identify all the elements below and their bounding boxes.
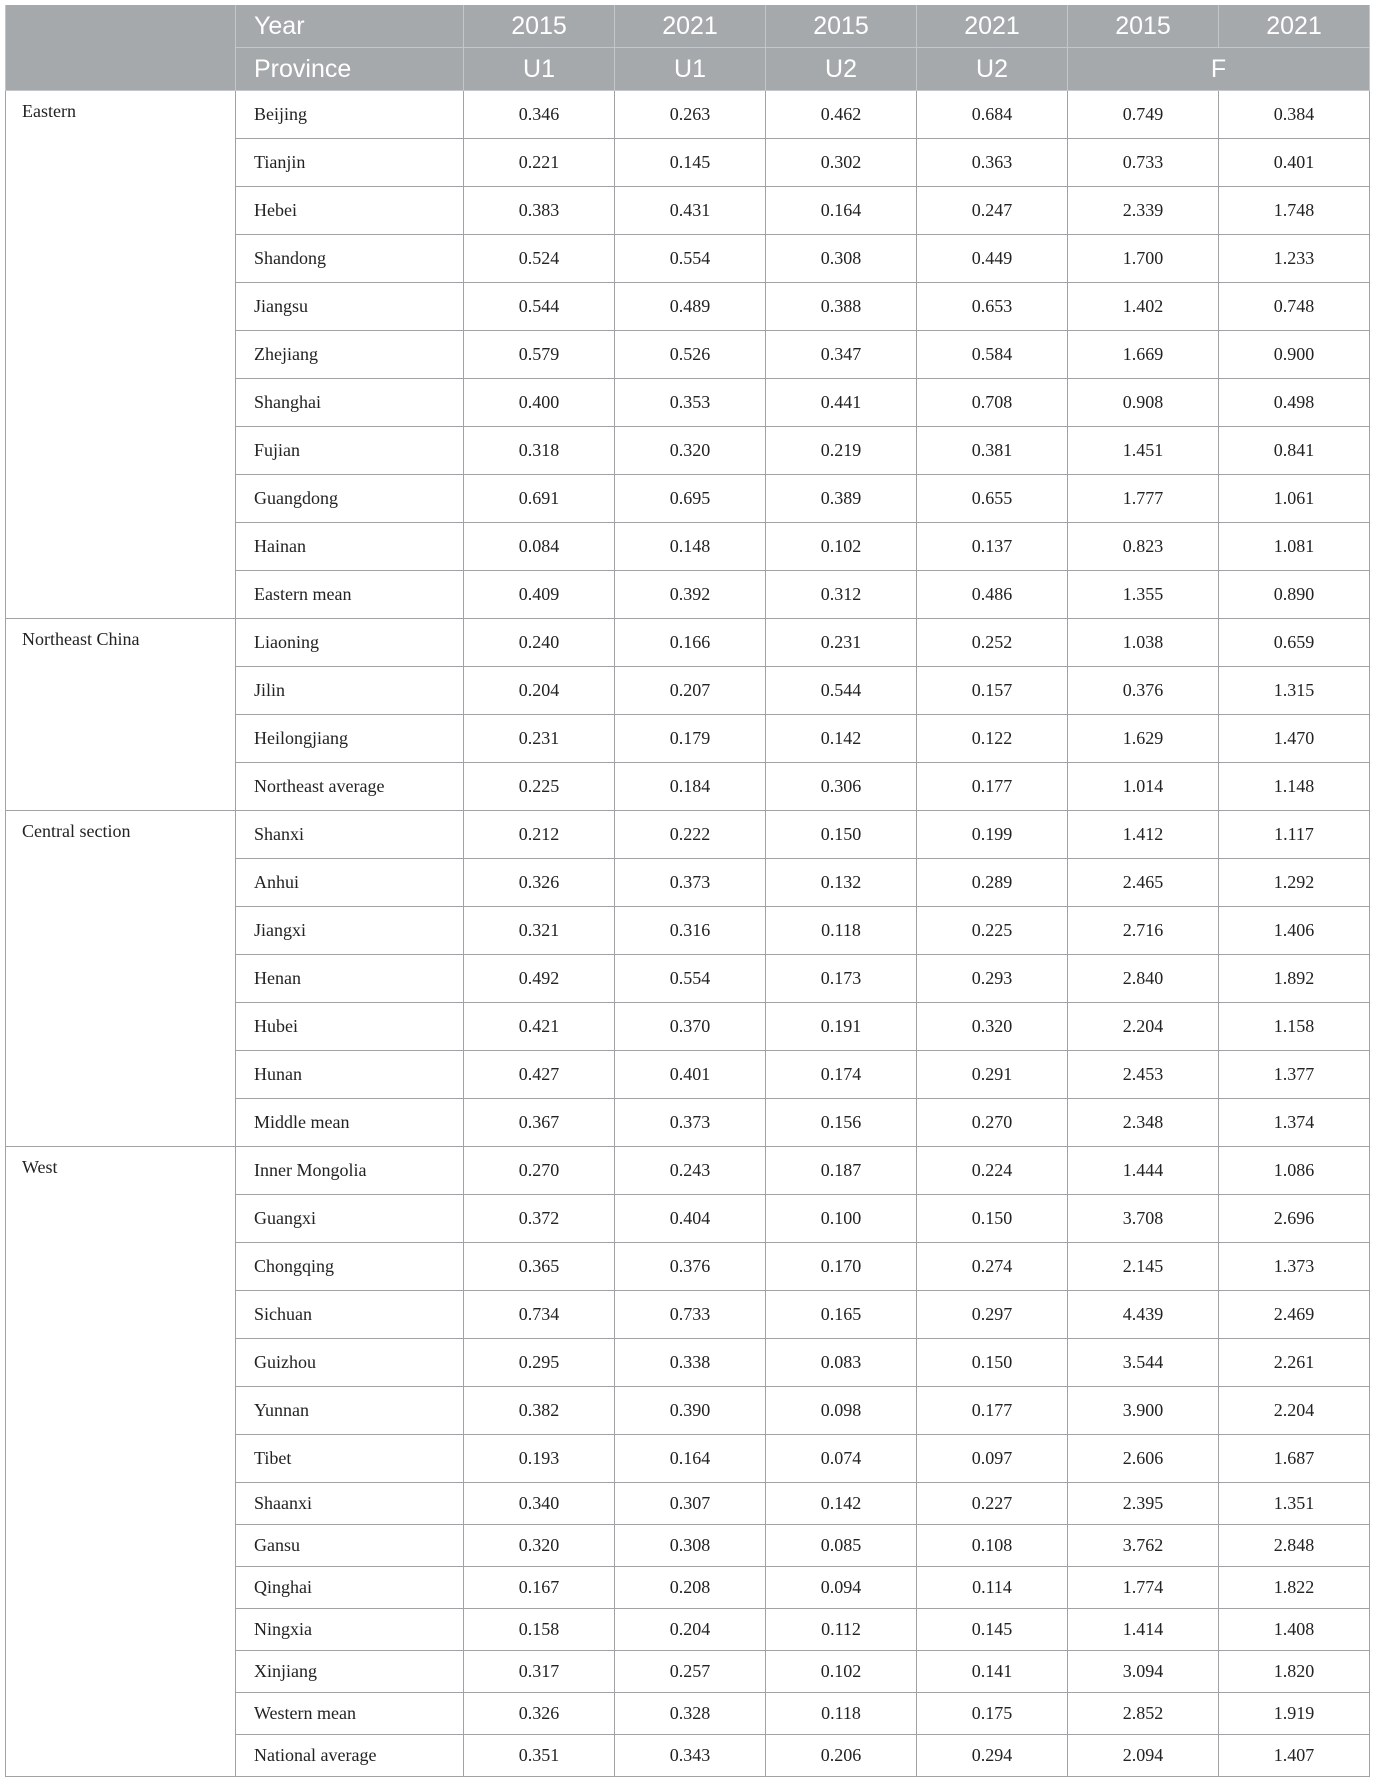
value-cell: 0.184: [615, 763, 766, 811]
value-cell: 2.606: [1068, 1435, 1219, 1483]
value-cell: 0.392: [615, 571, 766, 619]
region-name: Central section: [6, 811, 236, 1147]
value-cell: 2.453: [1068, 1051, 1219, 1099]
value-cell: 0.346: [464, 91, 615, 139]
value-cell: 0.177: [917, 1387, 1068, 1435]
header-blank-cell: [6, 5, 236, 91]
value-cell: 0.908: [1068, 379, 1219, 427]
value-cell: 0.297: [917, 1291, 1068, 1339]
value-cell: 1.355: [1068, 571, 1219, 619]
value-cell: 0.389: [766, 475, 917, 523]
value-cell: 0.734: [464, 1291, 615, 1339]
value-cell: 1.470: [1219, 715, 1370, 763]
value-cell: 0.579: [464, 331, 615, 379]
province-name: Shandong: [236, 235, 464, 283]
value-cell: 0.145: [917, 1609, 1068, 1651]
value-cell: 0.486: [917, 571, 1068, 619]
province-name: Tianjin: [236, 139, 464, 187]
value-cell: 2.840: [1068, 955, 1219, 1003]
value-cell: 2.204: [1219, 1387, 1370, 1435]
province-name: Guizhou: [236, 1339, 464, 1387]
value-cell: 0.074: [766, 1435, 917, 1483]
value-cell: 0.401: [1219, 139, 1370, 187]
province-name: Xinjiang: [236, 1651, 464, 1693]
value-cell: 1.407: [1219, 1735, 1370, 1777]
value-cell: 1.777: [1068, 475, 1219, 523]
value-cell: 0.206: [766, 1735, 917, 1777]
province-name: Guangdong: [236, 475, 464, 523]
value-cell: 0.326: [464, 1693, 615, 1735]
table-row: [6, 91, 1370, 139]
table-body: [6, 91, 1370, 1777]
header-year: 2015: [464, 5, 615, 48]
value-cell: 0.388: [766, 283, 917, 331]
value-cell: 0.381: [917, 427, 1068, 475]
value-cell: 0.498: [1219, 379, 1370, 427]
header-index: U2: [917, 48, 1068, 91]
value-cell: 0.137: [917, 523, 1068, 571]
province-name: Hebei: [236, 187, 464, 235]
value-cell: 0.083: [766, 1339, 917, 1387]
value-cell: 0.524: [464, 235, 615, 283]
value-cell: 1.700: [1068, 235, 1219, 283]
value-cell: 1.315: [1219, 667, 1370, 715]
header-year: 2015: [766, 5, 917, 48]
value-cell: 0.317: [464, 1651, 615, 1693]
value-cell: 0.179: [615, 715, 766, 763]
value-cell: 0.289: [917, 859, 1068, 907]
value-cell: 0.145: [615, 139, 766, 187]
value-cell: 0.823: [1068, 523, 1219, 571]
value-cell: 0.320: [917, 1003, 1068, 1051]
value-cell: 0.114: [917, 1567, 1068, 1609]
province-name: National average: [236, 1735, 464, 1777]
value-cell: 0.544: [464, 283, 615, 331]
value-cell: 0.691: [464, 475, 615, 523]
value-cell: 2.348: [1068, 1099, 1219, 1147]
value-cell: 0.142: [766, 1483, 917, 1525]
value-cell: 0.492: [464, 955, 615, 1003]
value-cell: 0.150: [766, 811, 917, 859]
value-cell: 1.374: [1219, 1099, 1370, 1147]
value-cell: 0.231: [464, 715, 615, 763]
value-cell: 0.085: [766, 1525, 917, 1567]
value-cell: 3.544: [1068, 1339, 1219, 1387]
value-cell: 0.112: [766, 1609, 917, 1651]
value-cell: 0.308: [615, 1525, 766, 1567]
value-cell: 1.351: [1219, 1483, 1370, 1525]
value-cell: 0.084: [464, 523, 615, 571]
value-cell: 0.421: [464, 1003, 615, 1051]
value-cell: 0.158: [464, 1609, 615, 1651]
province-name: Shanghai: [236, 379, 464, 427]
value-cell: 1.038: [1068, 619, 1219, 667]
value-cell: 0.243: [615, 1147, 766, 1195]
value-cell: 1.014: [1068, 763, 1219, 811]
province-name: Fujian: [236, 427, 464, 475]
value-cell: 0.098: [766, 1387, 917, 1435]
value-cell: 1.412: [1068, 811, 1219, 859]
value-cell: 1.373: [1219, 1243, 1370, 1291]
value-cell: 0.384: [1219, 91, 1370, 139]
value-cell: 0.204: [464, 667, 615, 715]
province-name: Yunnan: [236, 1387, 464, 1435]
value-cell: 1.081: [1219, 523, 1370, 571]
value-cell: 0.191: [766, 1003, 917, 1051]
value-cell: 1.402: [1068, 283, 1219, 331]
value-cell: 0.363: [917, 139, 1068, 187]
value-cell: 0.221: [464, 139, 615, 187]
value-cell: 0.695: [615, 475, 766, 523]
value-cell: 0.225: [464, 763, 615, 811]
province-name: Beijing: [236, 91, 464, 139]
value-cell: 0.222: [615, 811, 766, 859]
value-cell: 2.469: [1219, 1291, 1370, 1339]
value-cell: 1.774: [1068, 1567, 1219, 1609]
value-cell: 0.108: [917, 1525, 1068, 1567]
province-name: Eastern mean: [236, 571, 464, 619]
province-name: Anhui: [236, 859, 464, 907]
value-cell: 0.373: [615, 859, 766, 907]
value-cell: 1.158: [1219, 1003, 1370, 1051]
value-cell: 1.820: [1219, 1651, 1370, 1693]
value-cell: 0.224: [917, 1147, 1068, 1195]
value-cell: 3.762: [1068, 1525, 1219, 1567]
value-cell: 2.465: [1068, 859, 1219, 907]
value-cell: 0.150: [917, 1339, 1068, 1387]
value-cell: 0.489: [615, 283, 766, 331]
value-cell: 0.156: [766, 1099, 917, 1147]
value-cell: 0.270: [464, 1147, 615, 1195]
header-year-label: Year: [236, 5, 464, 48]
value-cell: 0.170: [766, 1243, 917, 1291]
value-cell: 1.748: [1219, 187, 1370, 235]
province-name: Tibet: [236, 1435, 464, 1483]
value-cell: 1.292: [1219, 859, 1370, 907]
value-cell: 0.252: [917, 619, 1068, 667]
value-cell: 0.263: [615, 91, 766, 139]
value-cell: 0.320: [464, 1525, 615, 1567]
value-cell: 0.150: [917, 1195, 1068, 1243]
value-cell: 0.094: [766, 1567, 917, 1609]
value-cell: 0.240: [464, 619, 615, 667]
value-cell: 0.173: [766, 955, 917, 1003]
value-cell: 0.274: [917, 1243, 1068, 1291]
value-cell: 0.219: [766, 427, 917, 475]
value-cell: 0.207: [615, 667, 766, 715]
value-cell: 0.383: [464, 187, 615, 235]
value-cell: 0.449: [917, 235, 1068, 283]
value-cell: 0.102: [766, 1651, 917, 1693]
province-name: Jilin: [236, 667, 464, 715]
value-cell: 0.653: [917, 283, 1068, 331]
value-cell: 1.086: [1219, 1147, 1370, 1195]
value-cell: 0.257: [615, 1651, 766, 1693]
value-cell: 0.427: [464, 1051, 615, 1099]
province-name: Heilongjiang: [236, 715, 464, 763]
value-cell: 0.164: [615, 1435, 766, 1483]
value-cell: 0.708: [917, 379, 1068, 427]
value-cell: 0.166: [615, 619, 766, 667]
value-cell: 0.295: [464, 1339, 615, 1387]
value-cell: 1.408: [1219, 1609, 1370, 1651]
value-cell: 2.696: [1219, 1195, 1370, 1243]
value-cell: 0.308: [766, 235, 917, 283]
table-row: [6, 619, 1370, 667]
value-cell: 0.270: [917, 1099, 1068, 1147]
province-name: Liaoning: [236, 619, 464, 667]
value-cell: 0.841: [1219, 427, 1370, 475]
value-cell: 0.340: [464, 1483, 615, 1525]
value-cell: 1.919: [1219, 1693, 1370, 1735]
value-cell: 1.822: [1219, 1567, 1370, 1609]
value-cell: 0.401: [615, 1051, 766, 1099]
value-cell: 0.157: [917, 667, 1068, 715]
header-year: 2021: [1219, 5, 1370, 48]
value-cell: 1.377: [1219, 1051, 1370, 1099]
value-cell: 0.187: [766, 1147, 917, 1195]
value-cell: 0.890: [1219, 571, 1370, 619]
province-name: Shaanxi: [236, 1483, 464, 1525]
header-province-label: Province: [236, 48, 464, 91]
value-cell: 0.382: [464, 1387, 615, 1435]
value-cell: 4.439: [1068, 1291, 1219, 1339]
value-cell: 0.441: [766, 379, 917, 427]
value-cell: 0.343: [615, 1735, 766, 1777]
header-row-year: [6, 5, 1370, 48]
value-cell: 0.409: [464, 571, 615, 619]
province-name: Qinghai: [236, 1567, 464, 1609]
value-cell: 0.373: [615, 1099, 766, 1147]
province-name: Hainan: [236, 523, 464, 571]
value-cell: 0.199: [917, 811, 1068, 859]
value-cell: 0.900: [1219, 331, 1370, 379]
value-cell: 0.431: [615, 187, 766, 235]
value-cell: 0.316: [615, 907, 766, 955]
value-cell: 1.061: [1219, 475, 1370, 523]
value-cell: 0.353: [615, 379, 766, 427]
value-cell: 0.225: [917, 907, 1068, 955]
value-cell: 2.261: [1219, 1339, 1370, 1387]
value-cell: 2.094: [1068, 1735, 1219, 1777]
table-row: [6, 811, 1370, 859]
value-cell: 3.900: [1068, 1387, 1219, 1435]
value-cell: 1.406: [1219, 907, 1370, 955]
region-name: Northeast China: [6, 619, 236, 811]
data-table: [5, 5, 1370, 1777]
province-name: Hubei: [236, 1003, 464, 1051]
province-name: Northeast average: [236, 763, 464, 811]
value-cell: 0.132: [766, 859, 917, 907]
value-cell: 0.142: [766, 715, 917, 763]
province-name: Guangxi: [236, 1195, 464, 1243]
value-cell: 0.291: [917, 1051, 1068, 1099]
value-cell: 0.302: [766, 139, 917, 187]
value-cell: 0.231: [766, 619, 917, 667]
province-name: Gansu: [236, 1525, 464, 1567]
value-cell: 0.164: [766, 187, 917, 235]
value-cell: 0.102: [766, 523, 917, 571]
province-name: Jiangxi: [236, 907, 464, 955]
value-cell: 0.318: [464, 427, 615, 475]
table-row: [6, 1147, 1370, 1195]
value-cell: 0.400: [464, 379, 615, 427]
value-cell: 1.669: [1068, 331, 1219, 379]
value-cell: 0.174: [766, 1051, 917, 1099]
province-name: Ningxia: [236, 1609, 464, 1651]
value-cell: 0.544: [766, 667, 917, 715]
province-name: Chongqing: [236, 1243, 464, 1291]
value-cell: 0.584: [917, 331, 1068, 379]
value-cell: 0.204: [615, 1609, 766, 1651]
value-cell: 0.347: [766, 331, 917, 379]
value-cell: 0.733: [615, 1291, 766, 1339]
value-cell: 2.395: [1068, 1483, 1219, 1525]
region-name: Eastern: [6, 91, 236, 619]
value-cell: 1.629: [1068, 715, 1219, 763]
value-cell: 2.852: [1068, 1693, 1219, 1735]
value-cell: 0.749: [1068, 91, 1219, 139]
province-name: Sichuan: [236, 1291, 464, 1339]
province-name: Inner Mongolia: [236, 1147, 464, 1195]
header-year: 2021: [615, 5, 766, 48]
province-name: Shanxi: [236, 811, 464, 859]
value-cell: 0.306: [766, 763, 917, 811]
value-cell: 0.321: [464, 907, 615, 955]
value-cell: 2.339: [1068, 187, 1219, 235]
value-cell: 1.117: [1219, 811, 1370, 859]
value-cell: 0.684: [917, 91, 1068, 139]
header-year: 2015: [1068, 5, 1219, 48]
value-cell: 0.748: [1219, 283, 1370, 331]
header-f-label: F: [1068, 48, 1370, 91]
value-cell: 0.367: [464, 1099, 615, 1147]
value-cell: 0.118: [766, 1693, 917, 1735]
value-cell: 1.687: [1219, 1435, 1370, 1483]
value-cell: 0.307: [615, 1483, 766, 1525]
value-cell: 0.167: [464, 1567, 615, 1609]
value-cell: 0.404: [615, 1195, 766, 1243]
value-cell: 3.094: [1068, 1651, 1219, 1693]
value-cell: 0.372: [464, 1195, 615, 1243]
province-name: Jiangsu: [236, 283, 464, 331]
value-cell: 2.145: [1068, 1243, 1219, 1291]
value-cell: 0.118: [766, 907, 917, 955]
value-cell: 0.193: [464, 1435, 615, 1483]
value-cell: 0.097: [917, 1435, 1068, 1483]
value-cell: 0.177: [917, 763, 1068, 811]
value-cell: 0.208: [615, 1567, 766, 1609]
value-cell: 0.376: [615, 1243, 766, 1291]
value-cell: 2.204: [1068, 1003, 1219, 1051]
value-cell: 0.659: [1219, 619, 1370, 667]
value-cell: 1.444: [1068, 1147, 1219, 1195]
value-cell: 2.716: [1068, 907, 1219, 955]
value-cell: 0.212: [464, 811, 615, 859]
value-cell: 0.293: [917, 955, 1068, 1003]
value-cell: 2.848: [1219, 1525, 1370, 1567]
value-cell: 0.554: [615, 235, 766, 283]
value-cell: 0.554: [615, 955, 766, 1003]
value-cell: 0.141: [917, 1651, 1068, 1693]
value-cell: 1.148: [1219, 763, 1370, 811]
province-name: Middle mean: [236, 1099, 464, 1147]
value-cell: 0.390: [615, 1387, 766, 1435]
value-cell: 0.227: [917, 1483, 1068, 1525]
header-index: U2: [766, 48, 917, 91]
value-cell: 0.175: [917, 1693, 1068, 1735]
region-name: West: [6, 1147, 236, 1777]
province-name: Henan: [236, 955, 464, 1003]
value-cell: 0.294: [917, 1735, 1068, 1777]
value-cell: 0.338: [615, 1339, 766, 1387]
province-name: Western mean: [236, 1693, 464, 1735]
header-year: 2021: [917, 5, 1068, 48]
value-cell: 0.165: [766, 1291, 917, 1339]
value-cell: 1.233: [1219, 235, 1370, 283]
value-cell: 1.414: [1068, 1609, 1219, 1651]
value-cell: 0.365: [464, 1243, 615, 1291]
value-cell: 0.526: [615, 331, 766, 379]
province-name: Hunan: [236, 1051, 464, 1099]
value-cell: 0.655: [917, 475, 1068, 523]
value-cell: 0.370: [615, 1003, 766, 1051]
value-cell: 0.328: [615, 1693, 766, 1735]
header-index: U1: [464, 48, 615, 91]
value-cell: 0.326: [464, 859, 615, 907]
value-cell: 0.733: [1068, 139, 1219, 187]
header-index: U1: [615, 48, 766, 91]
value-cell: 0.122: [917, 715, 1068, 763]
value-cell: 1.451: [1068, 427, 1219, 475]
value-cell: 0.312: [766, 571, 917, 619]
value-cell: 0.247: [917, 187, 1068, 235]
value-cell: 1.892: [1219, 955, 1370, 1003]
value-cell: 0.148: [615, 523, 766, 571]
value-cell: 0.320: [615, 427, 766, 475]
table-header: [6, 5, 1370, 91]
value-cell: 0.351: [464, 1735, 615, 1777]
value-cell: 0.462: [766, 91, 917, 139]
province-name: Zhejiang: [236, 331, 464, 379]
value-cell: 3.708: [1068, 1195, 1219, 1243]
value-cell: 0.100: [766, 1195, 917, 1243]
value-cell: 0.376: [1068, 667, 1219, 715]
